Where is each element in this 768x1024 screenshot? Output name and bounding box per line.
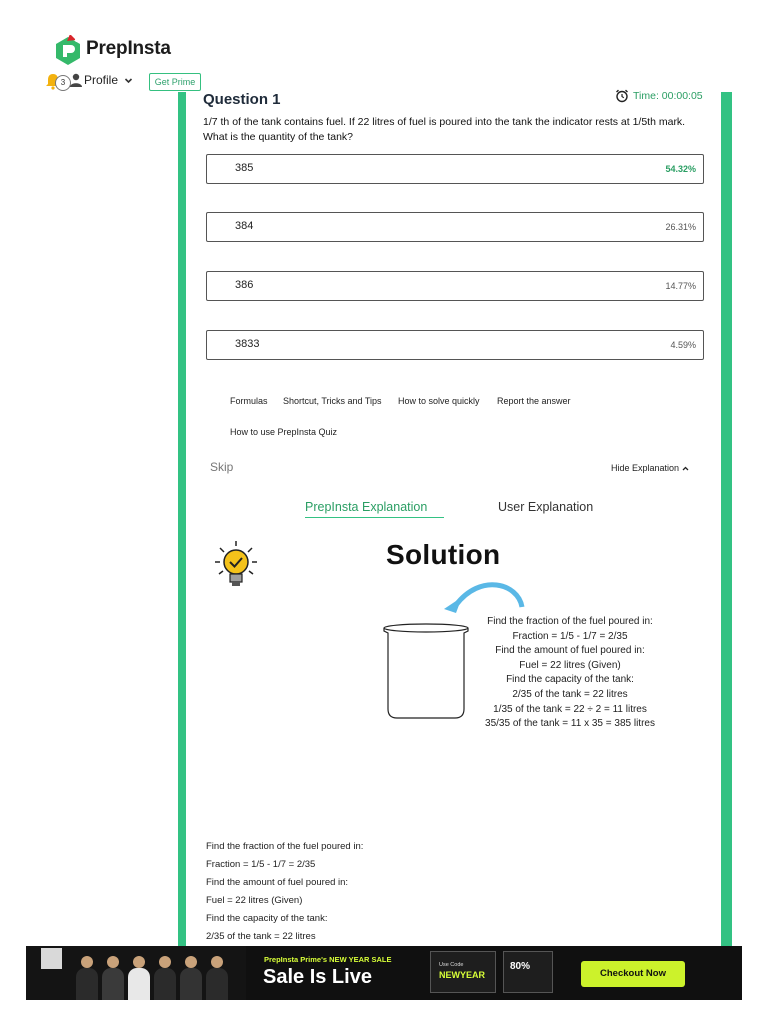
explanation-line: Find the fraction of the fuel poured in: [206,841,364,852]
option-percentage: 14.77% [665,281,696,291]
solution-step: Fraction = 1/5 - 1/7 = 2/35 [512,630,628,642]
discount-box [503,951,553,993]
explanation-line: Find the amount of fuel poured in: [206,877,349,888]
question-title: Question 1 [203,91,281,108]
team-member-image [206,956,228,1000]
option-percentage: 54.32% [665,164,696,174]
skip-button[interactable]: Skip [210,460,234,474]
explanation-line: Fraction = 1/5 - 1/7 = 2/35 [206,859,316,870]
explanation-line: Find the capacity of the tank: [206,913,328,924]
hide-explanation-button[interactable] [611,463,689,473]
shortcuts-link[interactable]: Shortcut, Tricks and Tips [283,396,382,406]
solution-step: Find the amount of fuel poured in: [495,645,645,657]
quiz-timer: Time: 00:00:05 [633,90,703,102]
option-percentage: 26.31% [665,222,696,232]
option-percentage: 4.59% [670,340,696,350]
sale-subtitle: PrepInsta Prime's NEW YEAR SALE [264,955,392,964]
profile-menu[interactable]: Profile [84,73,119,87]
curved-arrow-icon [440,575,530,620]
active-tab-underline [305,517,444,518]
user-icon[interactable] [69,73,83,87]
solution-steps [470,615,670,732]
solution-step: Find the capacity of the tank: [506,674,634,686]
close-icon[interactable] [41,948,62,969]
chevron-up-icon [682,465,689,472]
promo-code: NEWYEAR [439,970,486,980]
answer-option[interactable] [206,154,704,184]
solution-step: Find the fraction of the fuel poured in: [487,616,653,627]
tab-prepinsta-explanation[interactable]: PrepInsta Explanation [305,500,428,514]
answer-option[interactable] [206,212,704,242]
get-prime-button[interactable]: Get Prime [149,73,201,91]
answer-option[interactable] [206,330,704,360]
beaker-icon [382,621,470,721]
alarm-clock-icon [615,89,629,103]
hide-explanation-label: Hide Explanation [611,463,680,473]
promo-code-label: Use Code [439,962,464,968]
logo-text[interactable]: PrepInsta [86,38,171,59]
solution-step: 2/35 of the tank = 22 litres [512,688,628,700]
formulas-link[interactable]: Formulas [230,396,268,406]
checkout-now-button[interactable]: Checkout Now [581,961,685,987]
explanation-line: Fuel = 22 litres (Given) [206,895,303,906]
how-to-solve-link[interactable]: How to solve quickly [398,396,480,406]
option-value: 386 [235,279,254,291]
report-answer-link[interactable]: Report the answer [497,396,571,406]
lightbulb-icon [214,540,258,588]
how-to-use-quiz-link[interactable]: How to use PrepInsta Quiz [230,427,338,437]
solution-step: Fuel = 22 litres (Given) [519,659,621,671]
tab-user-explanation[interactable]: User Explanation [498,500,594,514]
team-member-image [154,956,176,1000]
notification-count-badge: 3 [55,75,71,91]
team-member-image [128,956,150,1000]
prepinsta-logo-icon[interactable] [54,35,82,65]
option-value: 384 [235,220,254,232]
team-member-image [102,956,124,1000]
option-value: 3833 [235,338,260,350]
answer-option[interactable] [206,271,704,301]
team-member-image [76,956,98,1000]
explanation-line: 2/35 of the tank = 22 litres [206,931,316,942]
solution-step: 35/35 of the tank = 11 x 35 = 385 litres [485,718,655,730]
solution-step: 1/35 of the tank = 22 ÷ 2 = 11 litres [493,703,647,715]
solution-heading: Solution [386,539,501,570]
chevron-down-icon[interactable] [124,76,133,85]
sale-title: Sale Is Live [263,966,372,988]
option-value: 385 [235,162,254,174]
discount-value: 80% [510,961,531,972]
team-member-image [180,956,202,1000]
question-text: 1/7 th of the tank contains fuel. If 22 litres of fuel is poured into the tank the indicator rests at 1/5th mark. What is the quantity of the tank? [203,116,686,143]
